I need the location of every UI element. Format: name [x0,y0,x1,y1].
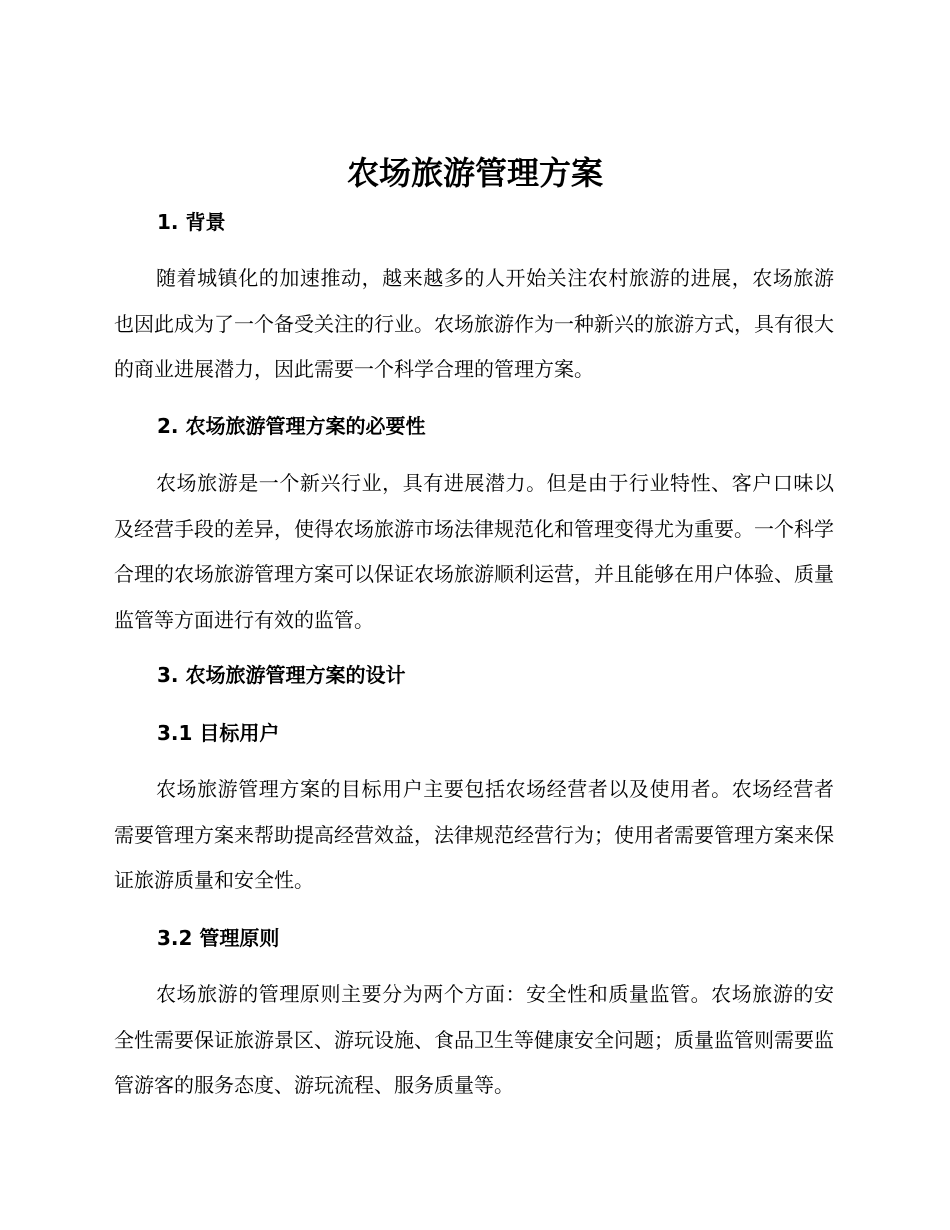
section-heading-principles: 3.2 管理原则 [157,926,280,950]
section-paragraph-target-users: 农场旅游管理方案的目标用户主要包括农场经营者以及使用者。农场经营者需要管理方案来帮助提高经营效益，法律规范经营行为；使用者需要管理方案来保证旅游质量和安全性。 [114,777,834,892]
section-paragraph-background: 随着城镇化的加速推动，越来越多的人开始关注农村旅游的进展，农场旅游也因此成为了一个备受关注的行业。农场旅游作为一种新兴的旅游方式，具有很大的商业进展潜力，因此需要一个科学合理的管理方案。 [114,266,834,381]
section-heading-background: 1. 背景 [157,210,226,234]
section-heading-necessity: 2. 农场旅游管理方案的必要性 [157,414,426,438]
section-heading-target-users: 3.1 目标用户 [157,721,280,745]
section-paragraph-principles: 农场旅游的管理原则主要分为两个方面：安全性和质量监管。农场旅游的安全性需要保证旅游景区、游玩设施、食品卫生等健康安全问题；质量监管则需要监管游客的服务态度、游玩流程、服务质量等。 [114,982,834,1097]
section-heading-design: 3. 农场旅游管理方案的设计 [157,663,406,687]
document-title: 农场旅游管理方案 [346,154,603,192]
section-paragraph-necessity: 农场旅游是一个新兴行业，具有进展潜力。但是由于行业特性、客户口味以及经营手段的差异，使得农场旅游市场法律规范化和管理变得尤为重要。一个科学合理的农场旅游管理方案可以保证农场旅游顺利运营，并且能够在用户体验、质量监管等方面进行有效的监管。 [114,471,834,632]
